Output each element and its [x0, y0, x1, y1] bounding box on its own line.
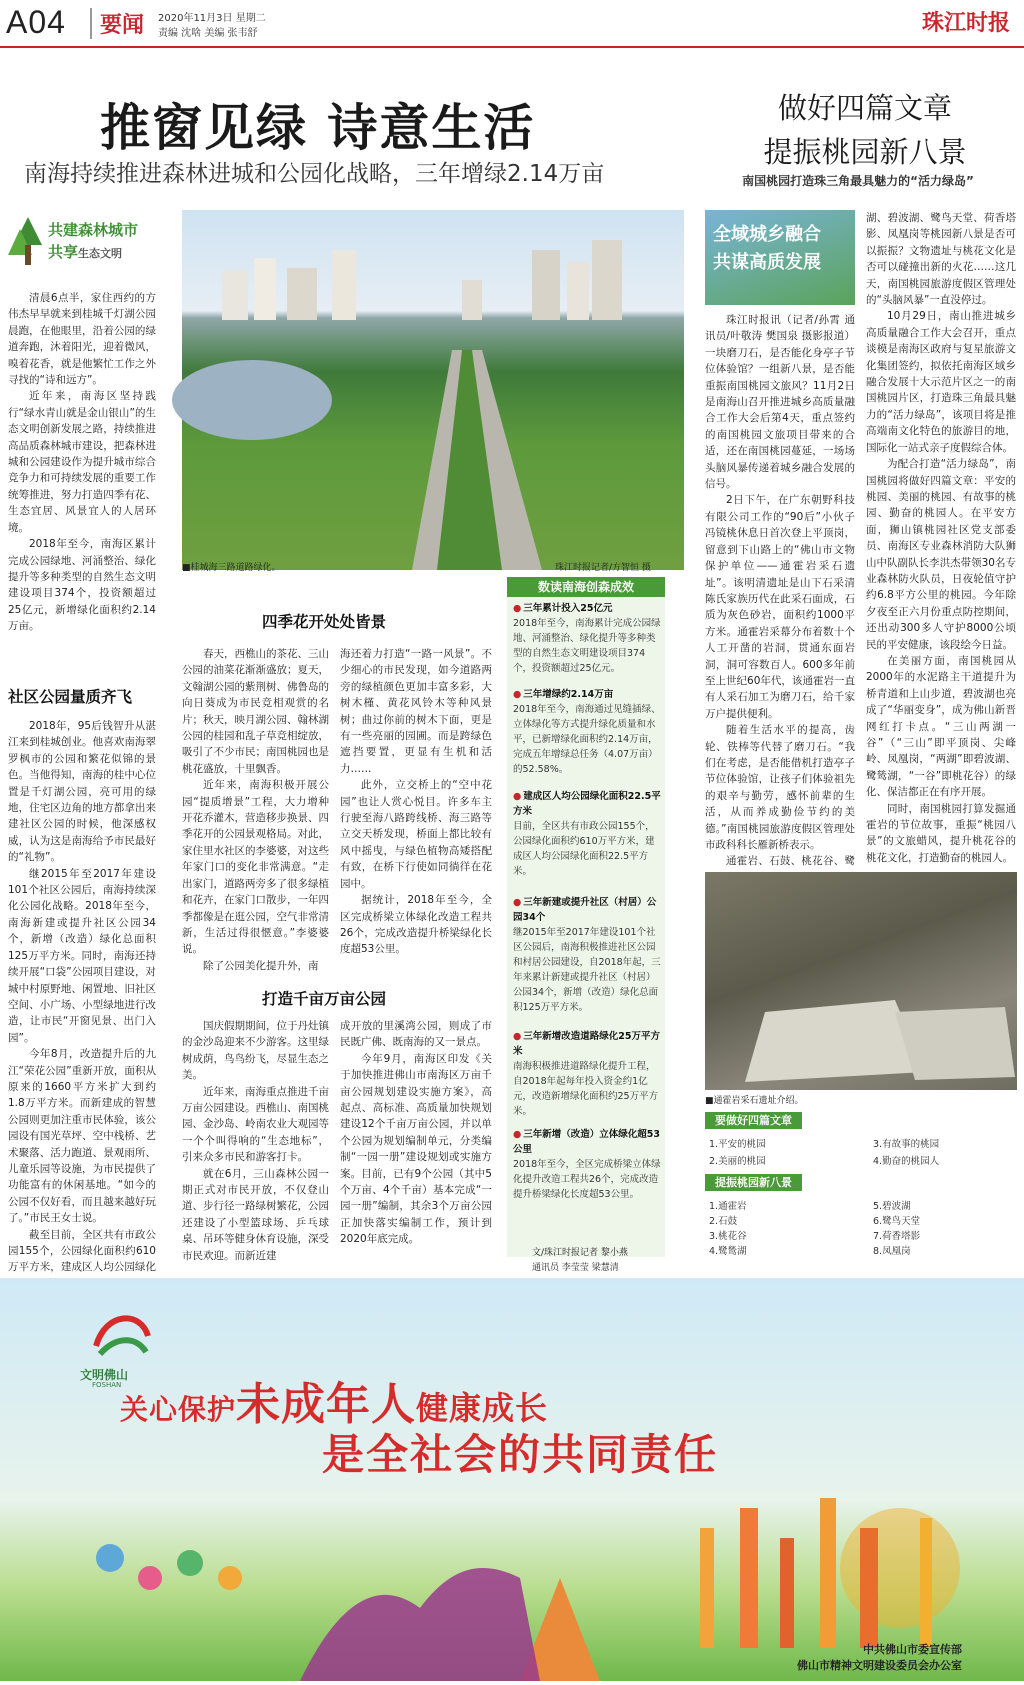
side-headline-line1: 做好四篇文章 [777, 91, 952, 125]
paragraph: 据统计，2018年至今，全区完成桥梁立体绿化改造工程共26个，完成改造提升桥梁绿化长度超53公里。 [340, 894, 492, 956]
paragraph: 为配合打造“活力绿岛”，南国桃园将做好四篇文章：平安的桃园、美丽的桃园、有故事的桃园、勤奋的桃园人。在平安方面，狮山镇桃园社区党支部委员、南海区专业森林消防大队狮山中队副队长李洪杰带领30名专业森林防火队员，日夜轮值守护约6.8平方公里的桃园。今年除夕夜至正六月份重点防控期间，还出动300多人守护8000公顷民的平安健康，该段绘今日益。 [866, 458, 1016, 651]
paragraph: 截至目前，全区共有市政公园155个，公园绿化面积约610万平方米，建成区人均公园绿化 [8, 1228, 156, 1274]
paragraph: 今年8月，改造提升后的九江“荣花公园”重新开放，面积从原来的1660平方米扩大到约1.8万平方米。而新建成的智慧公园则更加注重市民体验，该公园设有国光草坪、空中栈桥、艺术聚落、活力跑道、景观雨所、儿童乐园等设施，为市民提供了功能富有的休闲基地。“如今的公园不仅好看，而且越来越好玩了。”市民王女士说。 [8, 1048, 156, 1225]
stat-heading: ● 建成区人均公园绿化面积22.5平方米 [513, 789, 661, 819]
article-column-2b [182, 1018, 329, 1268]
side-headline [720, 86, 1010, 174]
stat-item [513, 895, 661, 1015]
badge-eco: 生态文明 [78, 247, 123, 260]
quarry-photo-caption: ■通霍岩采石遗址介绍。 [705, 1096, 804, 1106]
main-headline: 推窗见绿 诗意生活 [100, 99, 536, 157]
paragraph: 珠江时报讯（记者/孙霄 通讯员/叶敬涛 樊国泉 摄影报道）一块磨刀石，是否能化身亭子节位体验馆？一组新八景，是否能重振南国桃园文旅风？11月2日是南海山召开推进城乡高质量融合工作大会后第4天，重点签约的南国桃园文旅项目带来的合适，还在南国桃园蔓延，一场场头脑风暴传递着城乡融合发展的信号。 [705, 314, 855, 491]
photo-caption: ■桂城海三路道路绿化。 [182, 563, 281, 573]
list-item: 3.桃花谷 [709, 1231, 747, 1242]
list-item: 7.荷香塔影 [873, 1231, 921, 1242]
paragraph: 随着生活水平的提高，齿轮、铁棒等代替了磨刀石。“我们在考虑，是否能借机打造亭子节位体验馆，让孩子们体验祖先的艰辛与勤劳，感怀前辈的生活，从而养成勤俭节约的美德。”南国桃园旅游度假区管理处市政科科长雁新桥表示。 [705, 724, 855, 851]
stat-body: 南海积极推进道路绿化提升工程，自2018年起每年投入资金约1亿元，改造新增绿化面积约25万平方米。 [513, 1061, 659, 1117]
stat-item [513, 1029, 661, 1119]
list-item: 2.石鼓 [709, 1216, 738, 1227]
photo-credit: 珠江时报记者/方智恒 摄 [555, 563, 651, 573]
banner-line1: 全域城乡融合 [713, 224, 821, 245]
list-item: 4.勤奋的桃园人 [873, 1156, 940, 1167]
paragraph: 同时，南国桃园打算发掘通霍岩的节位故事，重振“桃园八景”的文旅蜡风，提升桃花谷的桃花文化，打造勤奋的桃园人。 [866, 802, 1016, 864]
paragraph: 2日下午，在广东朝野科技有限公司工作的“90后”小伙子冯镜桃休息日首次登上平顶岗，留意到下山路上的“佛山市文物保护单位——通霍岩采石遗址”。该明清遗址是山下石采清陈氏家族历代在此采石面成，石质为灰色砂岩，面积约1000平方米。通霍岩采幕分布着数十个人工开凿的岩洞，贯通东面岩洞，洞可容数百人。600多年前至上世纪60年代，该通霍岩一直有人采石加工为磨刀石，给千家万户提供便利。 [705, 494, 855, 720]
section-heading-four-seasons: 四季花开处处皆景 [262, 613, 387, 631]
paragraph: 清晨6点半，家住西约的方伟杰早早就来到桂城千灯湖公园晨跑，在他眼里，沿着公园的绿道奔跑，沐着阳光，迎着微风，嗅着花香，就是他繁忙工作之外寻找的“诗和远方”。 [8, 292, 156, 387]
side-column-1 [705, 312, 855, 868]
slogan-line2: 是全社会的共同责任 [322, 1430, 719, 1479]
section-heading-big-parks: 打造千亩万亩公园 [262, 990, 387, 1008]
stat-item [513, 789, 661, 879]
stat-item [513, 1127, 661, 1202]
city-aerial-photo [182, 210, 684, 570]
stat-heading: ● 三年新增（改造）立体绿化超53公里 [513, 1127, 661, 1157]
list-tag-four-articles: 要做好四篇文章 [705, 1112, 802, 1129]
stats-title: 数读南海创森成效 [507, 577, 665, 597]
editors: 责编 沈啥 美编 张韦舒 [158, 28, 258, 39]
paragraph: 海还着力打造“一路一风景”。不少细心的市民发现，如今道路两旁的绿植颜色更加丰富多彩，大树木槿、黄花风铃木等种风景树；曲过你前的树木下面，更是有一些亮丽的园圃。而是跨绿色遮挡要置，更显有生机和活力…… [340, 648, 492, 775]
taoyuan-lists [705, 1112, 1017, 1262]
article-column-3b [340, 1018, 492, 1268]
paragraph: 此外，立交桥上的“空中花园”也让人赏心悦目。许多车主行驶至海八路跨线桥、海三路等立交天桥发现，桥面上都比较有风中摇曳，与绿色植物高矮搭配有致，在桥下行使如同徜徉在花园中。 [340, 779, 492, 890]
slogan-part-b: 未成年人 [236, 1379, 417, 1430]
article-column-1 [8, 290, 156, 640]
organizer-1: 中共佛山市委宣传部 [863, 1643, 962, 1656]
tree-icon [8, 215, 48, 267]
paragraph: 通霍岩、石鼓、桃花谷、鹭 [726, 855, 855, 868]
list-item: 5.碧波湖 [873, 1201, 911, 1212]
stat-item [513, 687, 661, 777]
paragraph: 春天，西樵山的茶花、三山公园的油菜花渐渐盛放；夏天，文翰湖公园的紫荆树、佛鲁岛的向日葵成为市民竞相观赏的名片；秋天，映月湖公园、翰林湖公园的桂园和乱子草竞相绽放，吸引了不少市民；南国桃园也是桃花盛放，十里飘香。 [182, 648, 329, 775]
list-item: 4.鹭鸶湖 [709, 1246, 747, 1257]
stat-body: 继2015年至2017年建设101个社区公园后，南海积极推进社区公园和村居公园建设，自2018年起，三年来累计新建或提升社区（村居）公园34个，新增（改造）绿化总面积125万平方米。 [513, 927, 661, 1013]
stone-plaque-illustration [705, 872, 1017, 1090]
banner-line2: 共谋高质发展 [713, 252, 821, 273]
logo-subtext: FOSHAN [92, 1381, 122, 1389]
stat-heading: ● 三年累计投入25亿元 [513, 601, 661, 616]
issue-date: 2020年11月3日 星期二 [158, 13, 266, 24]
byline-2: 通讯员 李莹莹 梁慧清 [532, 1263, 619, 1273]
stat-body: 2018年至今，南海累计完成公园绿地、河涌整治、绿化提升等多种类型的自然生态文明建设项目374个，投资额超过25亿元。 [513, 618, 661, 674]
paragraph: 除了公园美化提升外，南 [203, 959, 319, 972]
quarry-site-photo [705, 872, 1017, 1090]
stat-heading: ● 三年新增改造道路绿化25万平方米 [513, 1029, 661, 1059]
city-skyline-illustration [182, 210, 684, 570]
article-column-2 [182, 646, 329, 972]
paragraph: 国庆假期期间，位于丹灶镇的金沙岛迎来不少游客。这里绿树成荫，鸟鸟纷飞，尽显生态之美。 [182, 1020, 329, 1082]
section-heading-community-parks: 社区公园量质齐飞 [8, 688, 133, 706]
side-headline-line2: 提振桃园新八景 [763, 135, 967, 169]
main-subheadline: 南海持续推进森林进城和公园化战略，三年增绿2.14万亩 [24, 161, 605, 187]
stat-item [513, 601, 661, 676]
paragraph: 今年9月，南海区印发《关于加快推进佛山市南海区万亩千亩公园规划建设实施方案》，高起点、高标准、高质量加快规划建设12个千亩万亩公园，并以单个公园为规划编制单元，分类编制“一园一册”建设规划或实施方案。目前，已有9个公园（其中5个万亩、4个千亩）基本完成“一园一册”编制，其余3个万亩公园正加快落实编制工作，预计到2020年底完成。 [340, 1052, 492, 1246]
stat-heading: ● 三年增绿约2.14万亩 [513, 687, 661, 702]
stat-body: 2018年至今，全区完成桥梁立体绿化提升改造工程共26个，完成改造提升桥梁绿化长度超53公里。 [513, 1159, 661, 1200]
paragraph: 就在6月，三山森林公园一期正式对市民开放，不仅登山道、步行径一路绿树繁花，公园还建设了小型篮球场、乒乓球桌、吊环等健身休育设施，深受市民欢迎。而新近建 [182, 1167, 329, 1262]
forest-city-badge [8, 215, 158, 267]
page-number: A04 [6, 4, 66, 40]
stat-body: 2018年至今，南海通过见缝插绿、立体绿化等方式提升绿化质量和水平，已新增绿化面积约2.14万亩，完成五年增绿总任务（4.07万亩）的52.58%。 [513, 704, 661, 775]
article-column-3 [340, 646, 492, 966]
side-subheadline: 南国桃园打造珠三角最具魅力的“活力绿岛” [742, 174, 974, 188]
list-tag-eight-scenes: 提振桃园新八景 [705, 1174, 802, 1191]
stat-body: 目前，全区共有市政公园155个，公园绿化面积约610万平方米，建成区人均公园绿化面积22.5平方米。 [513, 821, 655, 877]
paragraph: 近年来，南海积极开展公园“提质增景”工程，大力增种开花乔灌木，营造移步换景、四季花开的公园景观格局。对此，家住里水社区的李婆婆，对这些年家门口的变化非常满意。“走出家门，道路两旁多了很多绿植和花卉，在家门口散步，一年四季都像是在逛公园，空气非常清新，生活过得很惬意。”李婆婆说。 [182, 779, 329, 956]
slogan-part-a: 关心保护 [120, 1393, 237, 1426]
badge-share: 共享 [48, 243, 79, 261]
page-header [0, 0, 1024, 48]
list-item: 1.平安的桃园 [709, 1139, 766, 1150]
stat-heading: ● 三年新建或提升社区（村居）公园34个 [513, 895, 661, 925]
paragraph: 继2015年至2017年建设101个社区公园后，南海持续深化公园化战略。2018年至今，南海新建或提升社区公园34个，新增（改造）绿化总面积125万平方米。同时，南海还持续开展“口袋”公园项目建设，对城中村原野地、闲置地、旧社区空间、小广场、小型绿地进行改造，让市民“开窗见景、出门入园”。 [8, 867, 156, 1044]
slogan-part-c: 健康成长 [416, 1389, 549, 1427]
paragraph: 近年来，南海重点推进千亩万亩公园建设。西樵山、南国桃园、金沙岛、岭南农业大观园等一个个叫得响的“生态地标”，引来众多市民和游客打卡。 [182, 1085, 329, 1164]
list-item: 1.通霍岩 [709, 1201, 747, 1212]
organizer-2: 佛山市精神文明建设委员会办公室 [797, 1659, 962, 1672]
paragraph: 2018年至今，南海区累计完成公园绿地、河涌整治、绿化提升等多种类型的自然生态文明建设项目374个，投资额超过25亿元，新增绿化面积约2.14万亩。 [8, 538, 156, 633]
paragraph: 近年来，南海区坚持践行“绿水青山就是金山银山”的生态文明创新发展之路，持续推进高品质森林城市建设，把森林进城和公园建设作为提升城市综合竞争力和可持续发展的重要工作统筹推进，努力打造四季有花、生态宜居、风景宜人的人居环境。 [8, 390, 156, 534]
civilized-foshan-logo-icon [86, 1306, 158, 1366]
newspaper-masthead: 珠江时报 [921, 10, 1010, 36]
badge-line1: 共建森林城市 [48, 221, 139, 239]
section-name: 要闻 [90, 8, 144, 39]
paragraph: 湖、碧波湖、鹭鸟天堂、荷香塔影、凤凰岗等桃园新八景是否可以振振？文物遗址与桃花文化是否可以碰撞出新的火花……这几天，南国桃园旅游度假区管理处的“头脑风暴”一直没停过。 [866, 212, 1016, 307]
article-column-1b [8, 718, 156, 1274]
rural-integration-banner [705, 210, 855, 305]
list-item: 3.有故事的桃园 [873, 1139, 940, 1150]
paragraph: 在美丽方面，南国桃园从2000年的水泥路主干道提升为桥青道和上山步道，碧波湖也亮成了“华丽变身”，成为佛山新晋网红打卡点。“三山两湖一谷”（“三山”即平顶岗、尖峰岭、凤凰岗，“两湖”即碧波湖、鹭鸶湖，“一谷”即桃花谷）的绿化、保洁都正在有序开展。 [866, 654, 1016, 799]
paragraph: 2018年，95后钱智升从湛江来到桂城创业。他喜欢南海翠罗枫市的公园和繁花似锦的景色。当他得知，南海的桂中心位置是千灯湖公园，亮可用的绿地，住宅区边角的地方都拿出来建社区公园的时候，他深感权威，认为这是南海给予市民最好的“礼物”。 [8, 720, 156, 864]
logo-text: 文明佛山 [80, 1368, 129, 1382]
side-column-2 [866, 210, 1016, 864]
paragraph: 成开放的里溪湾公园，则成了市民既广佛、既南海的又一景点。 [340, 1020, 492, 1049]
byline: 文/珠江时报记者 黎小燕 [532, 1248, 628, 1258]
list-item: 2.美丽的桃园 [709, 1156, 766, 1167]
stats-sidebar [507, 577, 665, 1257]
paragraph: 10月29日，南山推进城乡高质量融合工作大会召开，重点谈模是南海区政府与复星旅游文化集团签约，拟依托南海区域乡融合发展十大示范片区之一的南国桃园片区，打造珠三角最具魅力的“活力绿岛”，该项目将是推高端南文化特色的旅游目的地，国际化一站式亲子度假综合体。 [866, 310, 1016, 454]
list-item: 6.鹭鸟天堂 [873, 1216, 921, 1227]
badge-line2 [48, 241, 122, 262]
list-item: 8.凤凰岗 [873, 1246, 911, 1257]
